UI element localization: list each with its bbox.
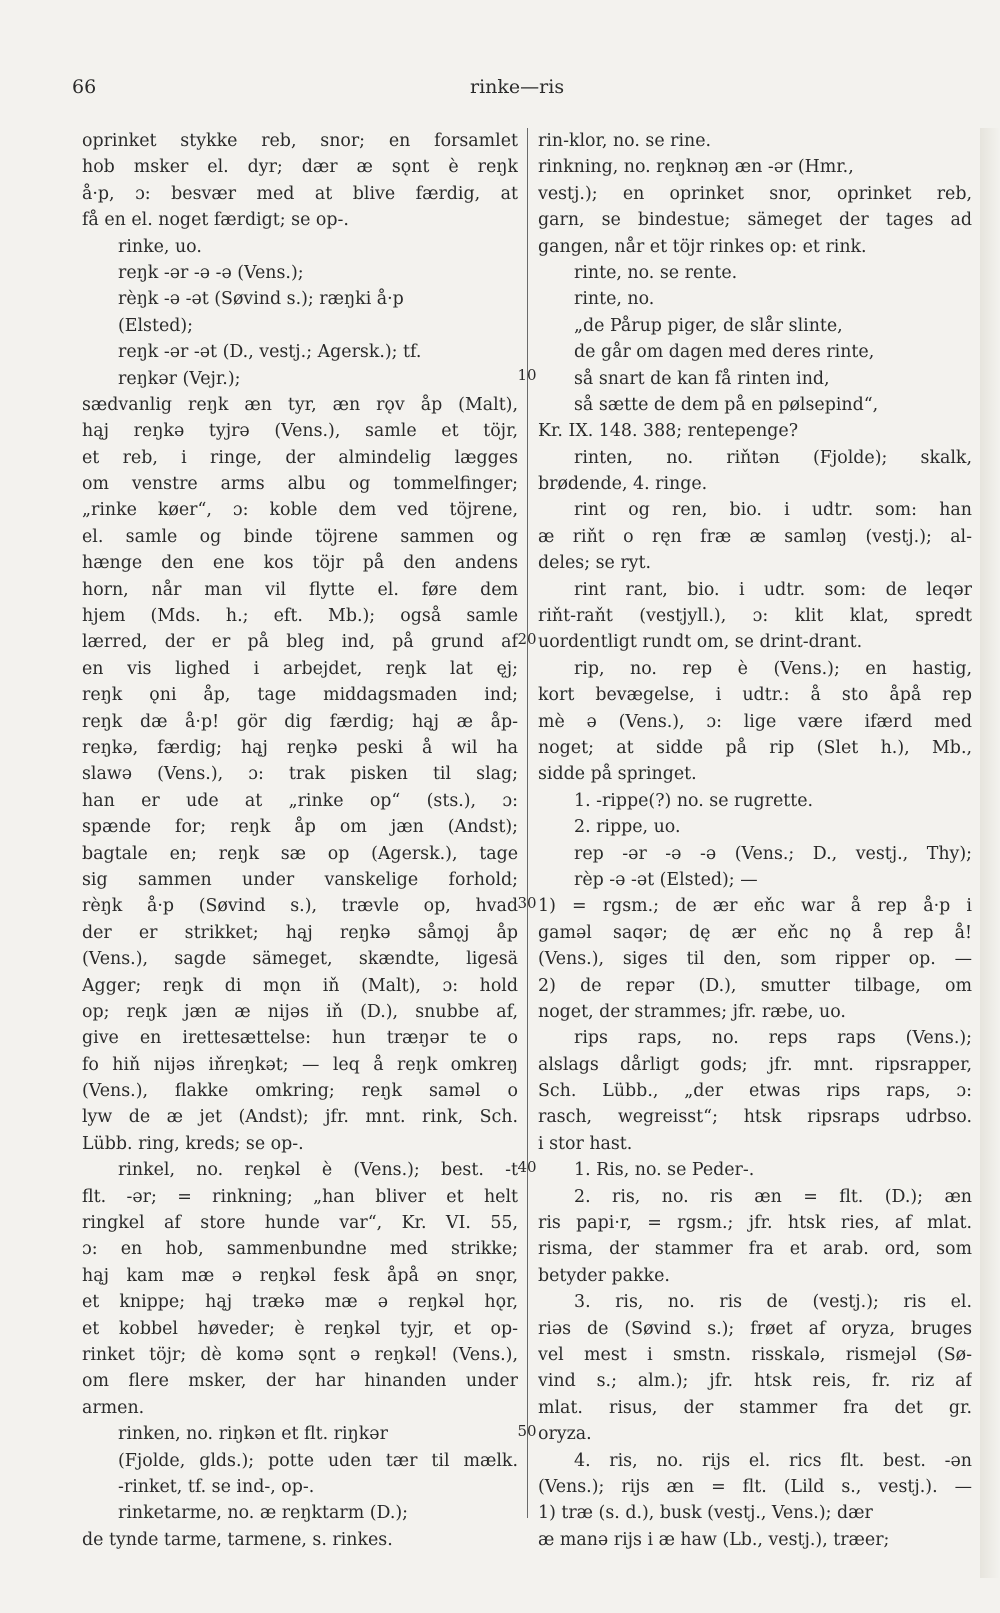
text-line: æ manə rijs i æ haw (Lb., vestj.), træer;	[538, 1529, 890, 1550]
text-line: -rinket, tf. se ind-, op-.	[118, 1476, 315, 1497]
text-line: risma, der stammer fra et arab. ord, som	[538, 1239, 972, 1260]
text-line: rèŋk å·p (Søvind s.), trævle op, hvad	[82, 896, 518, 917]
page-number: 66	[72, 76, 97, 98]
text-line: 2) de repər (D.), smutter tilbage, om	[538, 975, 972, 996]
text-line: reŋk dæ å·p! gör dig færdig; hąj æ åp-	[82, 711, 518, 732]
text-line: op; reŋk jæn æ nijəs iň (D.), snubbe af,	[82, 1001, 518, 1022]
text-line: rinte, no.	[574, 289, 655, 310]
running-head: rinke—ris	[470, 76, 565, 98]
text-line: 1) træ (s. d.), busk (vestj., Vens.); dær	[538, 1503, 873, 1524]
text-line: betyder pakke.	[538, 1265, 670, 1286]
text-line: oryza.	[538, 1424, 592, 1445]
text-line: en vis lighed i arbejdet, reŋk lat ęj;	[82, 658, 518, 679]
text-line: slawə (Vens.), ɔ: trak pisken til slag;	[82, 764, 518, 785]
text-line: i stor hast.	[538, 1133, 633, 1154]
left-column	[82, 128, 518, 1553]
text-line: alslags dårligt gods; jfr. mnt. ripsrapper,	[538, 1054, 972, 1075]
text-line: de tynde tarme, tarmene, s. rinkes.	[82, 1529, 393, 1550]
text-line: rinkel, no. reŋkəl è (Vens.); best. -t	[118, 1160, 518, 1181]
right-column	[538, 128, 972, 1553]
text-line: hjem (Mds. h.; eft. Mb.); også samle	[82, 606, 518, 627]
text-line: 2. rippe, uo.	[574, 817, 681, 838]
text-line: lærred, der er på bleg ind, på grund af	[82, 632, 518, 653]
text-line: kort bevægelse, i udtr.: å sto åpå rep	[538, 685, 972, 706]
text-line: armen.	[82, 1397, 145, 1418]
text-line: rip, no. rep è (Vens.); en hastig,	[574, 658, 972, 679]
text-line: 2. ris, no. ris æn = flt. (D.); æn	[574, 1186, 972, 1207]
text-line: rinte, no. se rente.	[574, 262, 738, 283]
text-line: rinken, no. riŋkən et flt. riŋkər	[118, 1424, 388, 1445]
text-line: om venstre arms albu og tommelfinger;	[82, 474, 518, 495]
text-line: (Vens.), sagde sämeget, skændte, ligesä	[82, 949, 518, 970]
text-line: Kr. IX. 148. 388; rentepenge?	[538, 421, 799, 442]
text-line: vel mest i smstn. risskalə, rismejəl (Sø-	[538, 1344, 972, 1365]
text-line: rint rant, bio. i udtr. som: de leqər	[574, 579, 972, 600]
text-line: rep -ər -ə -ə (Vens.; D., vestj., Thy);	[574, 843, 972, 864]
text-line: sig sammen under vanskelige forhold;	[82, 869, 518, 890]
text-line: rin-klor, no. se rine.	[538, 131, 712, 151]
page-edge-shadow	[980, 128, 1000, 1578]
text-line: oprinket stykke reb, snor; en forsamlet	[82, 131, 518, 151]
text-line: 1. Ris, no. se Peder-.	[574, 1160, 755, 1181]
text-line: give en irettesættelse: hun træŋər te o	[82, 1028, 518, 1049]
text-line: 4. ris, no. rijs el. rics flt. best. -ən	[574, 1450, 972, 1471]
text-line: spænde for; reŋk åp om jæn (Andst);	[82, 817, 518, 838]
text-line: „de Pårup piger, de slår slinte,	[574, 315, 843, 336]
text-line: et reb, i ringe, der almindelig lægges	[82, 447, 518, 468]
text-line: noget, der strammes; jfr. ræbe, uo.	[538, 1001, 846, 1022]
text-line: 1. -rippe(?) no. se rugrette.	[574, 790, 814, 811]
text-line: om flere msker, der har hinanden under	[82, 1371, 518, 1392]
text-line: lyw de æ jet (Andst); jfr. mnt. rink, Sch.	[82, 1107, 518, 1128]
text-line: reŋkə, færdig; hąj reŋkə peski å wil ha	[82, 737, 518, 758]
line-number-10: 10	[517, 366, 537, 384]
text-line: rinketarme, no. æ reŋktarm (D.);	[118, 1503, 409, 1524]
text-line: riňt-raňt (vestjyll.), ɔ: klit klat, spredt	[538, 606, 972, 627]
column-divider	[527, 128, 528, 1518]
text-line: deles; se ryt.	[538, 553, 651, 574]
text-line: reŋkər (Vejr.);	[118, 368, 241, 389]
text-line: rips raps, no. reps raps (Vens.);	[574, 1028, 972, 1049]
text-line: rinke, uo.	[118, 236, 202, 257]
text-line: et knippe; hąj trækə mæ ə reŋkəl hǫr,	[82, 1292, 518, 1313]
line-number-50: 50	[517, 1422, 537, 1440]
text-line: sædvanlig reŋk æn tyr, æn rǫv åp (Malt),	[82, 394, 518, 415]
text-line: vind s.; alm.); jfr. htsk reis, fr. riz af	[538, 1371, 972, 1392]
text-line: gaməl saqər; dę ær eňc nǫ å rep å!	[538, 922, 972, 943]
text-line: hąj kam mæ ə reŋkəl fesk åpå ən snǫr,	[82, 1265, 518, 1286]
text-line: (Vens.), siges til den, som ripper op. —	[538, 949, 972, 970]
text-line: rèŋk -ə -ət (Søvind s.); ræŋki å·p	[118, 289, 404, 310]
text-line: el. samle og binde töjrene sammen og	[82, 526, 518, 547]
text-line: reŋk ǫni åp, tage middagsmaden ind;	[82, 685, 518, 706]
text-line: Sch. Lübb., „der etwas rips raps, ɔ:	[538, 1081, 972, 1102]
line-number-40: 40	[517, 1158, 537, 1176]
text-line: hob msker el. dyr; dær æ sǫnt è reŋk	[82, 157, 518, 178]
line-number-30: 30	[517, 894, 537, 912]
text-line: bagtale en; reŋk sæ op (Agersk.), tage	[82, 843, 518, 864]
text-line: (Elsted);	[118, 315, 194, 336]
text-line: riəs de (Søvind s.); frøet af oryza, bruges	[538, 1318, 972, 1339]
text-line: de går om dagen med deres rinte,	[574, 342, 875, 363]
text-line: hænge den ene kos töjr på den andens	[82, 553, 518, 574]
text-line: fo hiň nijəs iňreŋkət; — leq å reŋk omkreŋ	[82, 1054, 518, 1075]
text-line: brødende, 4. ringe.	[538, 474, 708, 495]
text-line: horn, når man vil flytte el. føre dem	[82, 579, 518, 600]
text-line: rinkning, no. reŋknəŋ æn -ər (Hmr.,	[538, 157, 854, 178]
text-line: æ riňt o ręn fræ æ samləŋ (vestj.); al-	[538, 526, 972, 547]
text-line: mè ə (Vens.), ɔ: lige være ifærd med	[538, 711, 972, 732]
text-line: Agger; reŋk di mǫn iň (Malt), ɔ: hold	[82, 975, 518, 996]
line-number-20: 20	[517, 630, 537, 648]
text-line: få en el. noget færdigt; se op-.	[82, 210, 349, 231]
text-line: å·p, ɔ: besvær med at blive færdig, at	[82, 183, 518, 204]
text-line: reŋk -ər -ət (D., vestj.; Agersk.); tf.	[118, 342, 422, 363]
text-line: mlat. risus, der stammer fra det gr.	[538, 1397, 972, 1418]
text-line: uordentligt rundt om, se drint-drant.	[538, 632, 863, 653]
text-line: flt. -ər; = rinkning; „han bliver et helt	[82, 1186, 518, 1207]
text-line: (Vens.), flakke omkring; reŋk samǝl o	[82, 1081, 518, 1102]
text-line: (Vens.); rijs æn = flt. (Lild s., vestj.). —	[538, 1476, 972, 1497]
text-line: han er ude at „rinke op“ (sts.), ɔ:	[82, 790, 518, 811]
text-line: ringkel af store hunde var“, Kr. VI. 55,	[82, 1213, 518, 1234]
text-line: rinten, no. riňtən (Fjolde); skalk,	[574, 447, 972, 468]
text-line: der er strikket; hąj reŋkə såmǫj åp	[82, 922, 518, 943]
text-line: garn, se bindestue; sämeget der tages ad	[538, 210, 972, 231]
text-line: Lübb. ring, kreds; se op-.	[82, 1133, 304, 1154]
text-line: så sætte de dem på en pølsepind“,	[574, 394, 879, 415]
text-line: et kobbel høveder; è reŋkəl tyjr, et op-	[82, 1318, 518, 1339]
text-line: ris papi·r, = rgsm.; jfr. htsk ries, af mlat.	[538, 1213, 972, 1234]
text-line: rint og ren, bio. i udtr. som: han	[574, 500, 972, 521]
text-line: vestj.); en oprinket snor, oprinket reb,	[538, 183, 972, 204]
text-line: rasch, wegreisst“; htsk ripsraps udrbso.	[538, 1107, 972, 1128]
text-line: ɔ: en hob, sammenbundne med strikke;	[82, 1239, 518, 1260]
text-line: rinket töjr; dè komə sǫnt ə reŋkəl! (Vens.),	[82, 1344, 518, 1365]
text-line: så snart de kan få rinten ind,	[574, 368, 830, 389]
text-line: rèp -ə -ət (Elsted); —	[574, 869, 758, 890]
text-line: hąj reŋkə tyjrə (Vens.), samle et töjr,	[82, 421, 518, 442]
text-line: reŋk -ər -ə -ə (Vens.);	[118, 262, 304, 283]
text-line: 3. ris, no. ris de (vestj.); ris el.	[574, 1292, 972, 1313]
text-line: (Fjolde, glds.); potte uden tær til mælk.	[118, 1450, 518, 1471]
text-line: gangen, når et töjr rinkes op: et rink.	[538, 236, 867, 257]
text-line: „rinke køer“, ɔ: koble dem ved töjrene,	[82, 500, 518, 521]
text-line: 1) = rgsm.; de ær eňc war å rep å·p i	[538, 896, 972, 917]
text-line: sidde på springet.	[538, 764, 697, 785]
text-line: noget; at sidde på rip (Slet h.), Mb.,	[538, 737, 972, 758]
